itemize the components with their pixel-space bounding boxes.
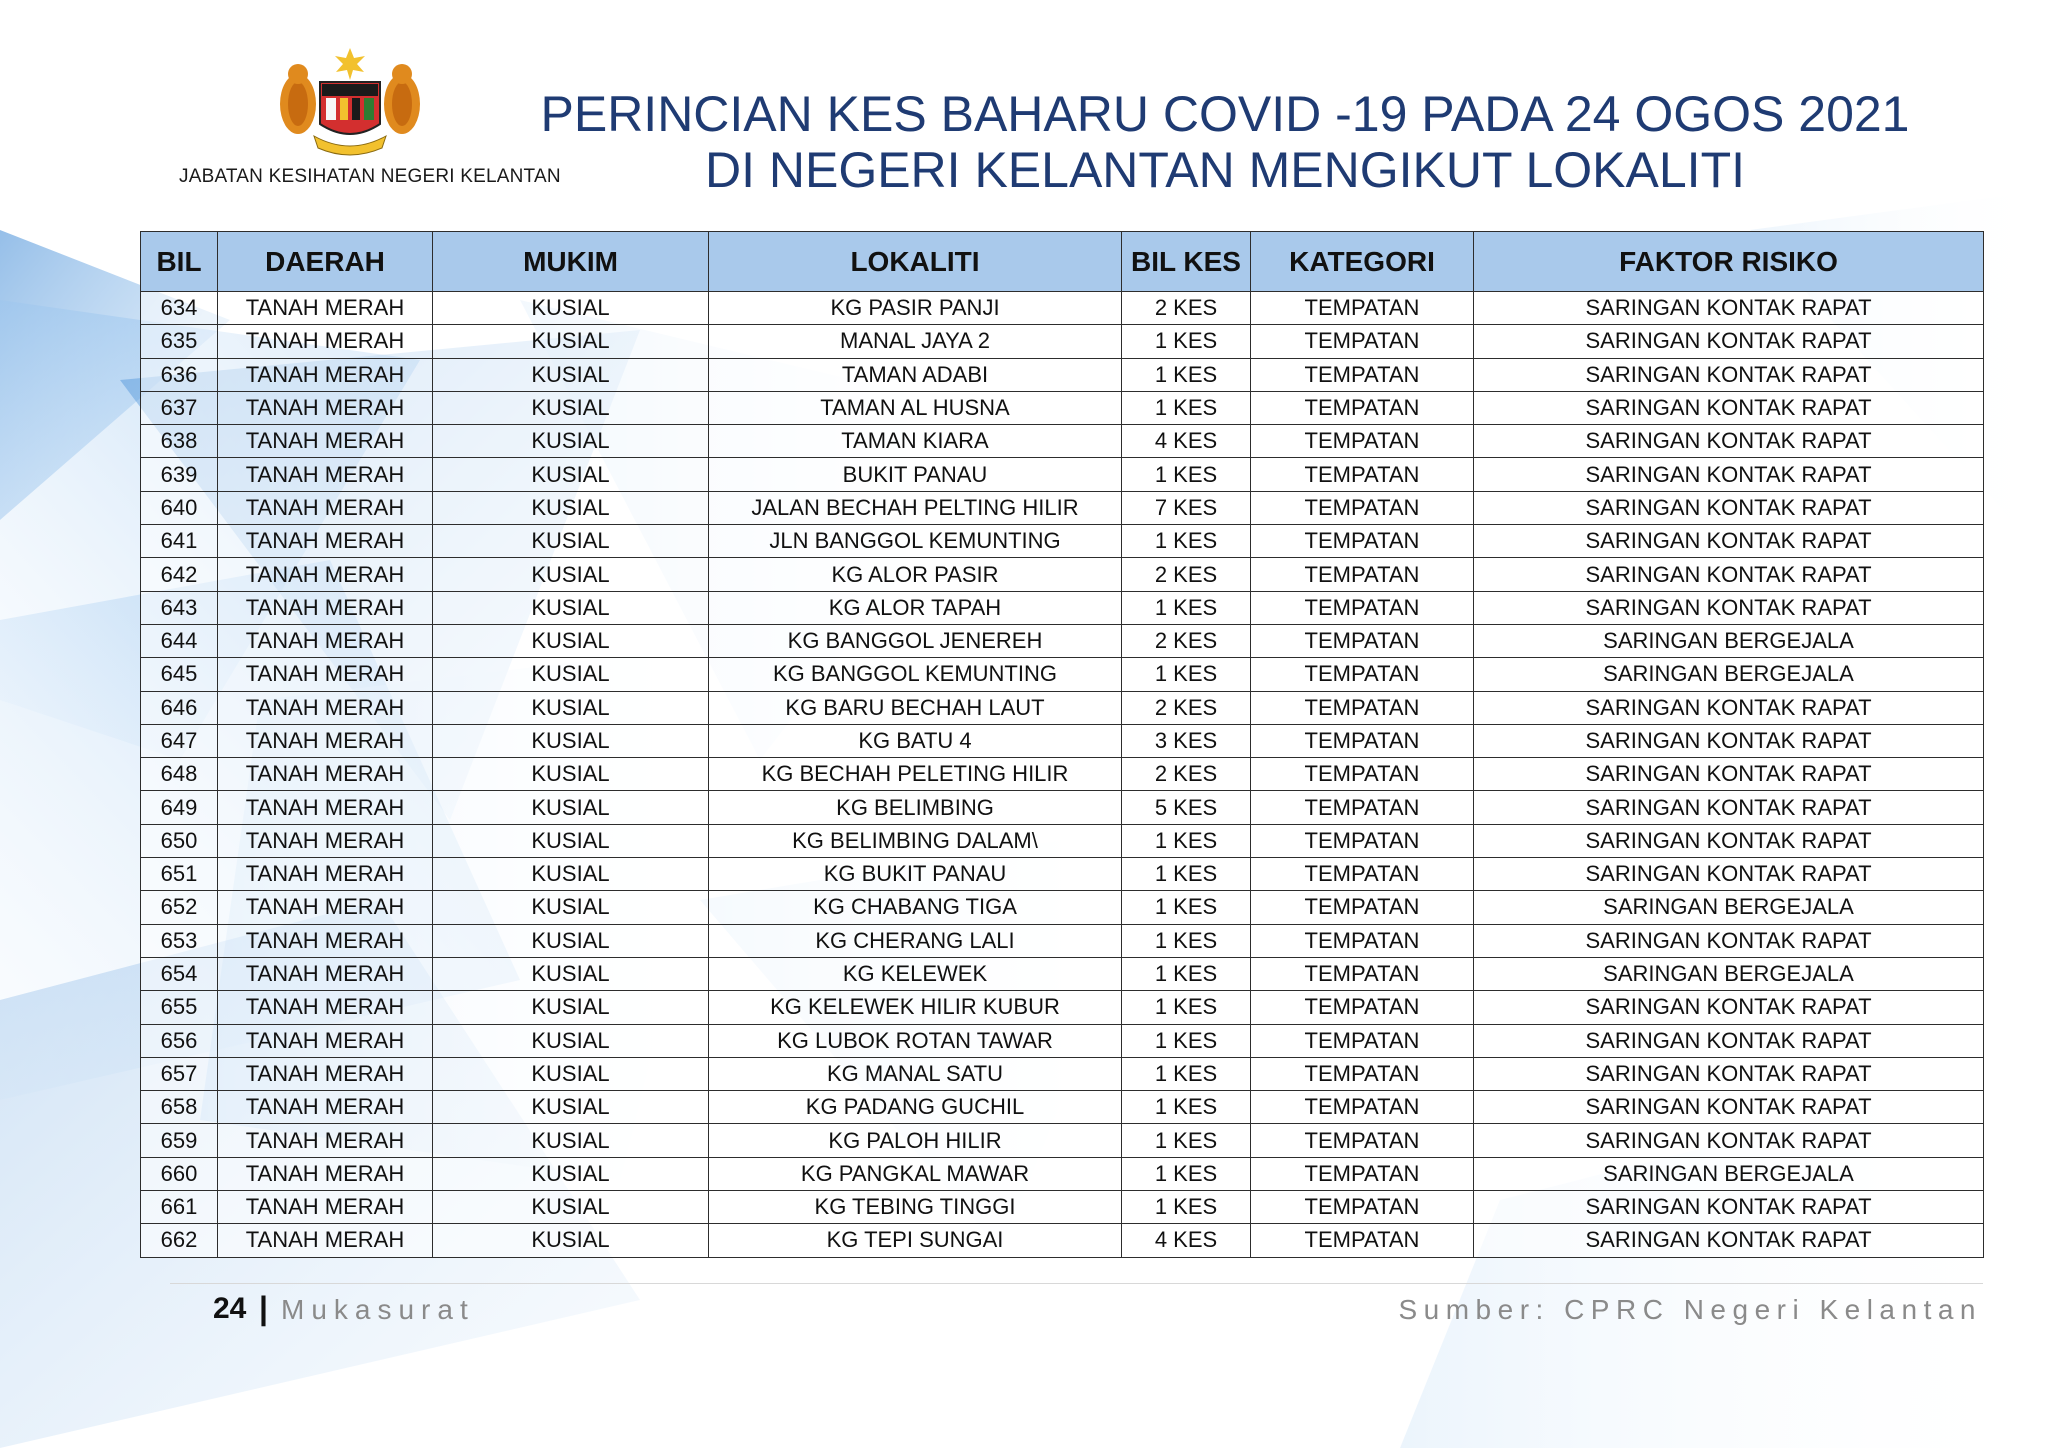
cell-lokaliti: KG LUBOK ROTAN TAWAR [709, 1024, 1122, 1057]
cell-mukim: KUSIAL [433, 724, 709, 757]
footer-divider [170, 1283, 1983, 1284]
cell-bil-kes: 1 KES [1122, 458, 1251, 491]
cell-kategori: TEMPATAN [1251, 558, 1474, 591]
cell-bil: 657 [141, 1057, 218, 1090]
page-number: 24 [213, 1292, 247, 1325]
cell-bil-kes: 1 KES [1122, 1124, 1251, 1157]
table-row [141, 558, 1984, 591]
column-header-lokaliti: LOKALITI [709, 232, 1122, 292]
cell-faktor-risiko: SARINGAN KONTAK RAPAT [1474, 991, 1984, 1024]
cell-bil-kes: 1 KES [1122, 1057, 1251, 1090]
cell-bil-kes: 1 KES [1122, 325, 1251, 358]
cell-daerah: TANAH MERAH [218, 1057, 433, 1090]
cell-mukim: KUSIAL [433, 991, 709, 1024]
cell-daerah: TANAH MERAH [218, 957, 433, 990]
cell-faktor-risiko: SARINGAN KONTAK RAPAT [1474, 1191, 1984, 1224]
cell-kategori: TEMPATAN [1251, 1091, 1474, 1124]
cell-lokaliti: TAMAN KIARA [709, 425, 1122, 458]
cell-kategori: TEMPATAN [1251, 1157, 1474, 1190]
cell-lokaliti: KG TEPI SUNGAI [709, 1224, 1122, 1257]
cell-lokaliti: BUKIT PANAU [709, 458, 1122, 491]
cell-bil: 647 [141, 724, 218, 757]
cell-kategori: TEMPATAN [1251, 824, 1474, 857]
cell-faktor-risiko: SARINGAN KONTAK RAPAT [1474, 525, 1984, 558]
cell-daerah: TANAH MERAH [218, 358, 433, 391]
cell-lokaliti: KG ALOR PASIR [709, 558, 1122, 591]
cell-mukim: KUSIAL [433, 491, 709, 524]
cell-mukim: KUSIAL [433, 658, 709, 691]
cell-bil-kes: 1 KES [1122, 924, 1251, 957]
table-row [141, 858, 1984, 891]
cell-bil-kes: 1 KES [1122, 358, 1251, 391]
cell-lokaliti: KG BELIMBING DALAM\ [709, 824, 1122, 857]
table-row [141, 724, 1984, 757]
cell-faktor-risiko: SARINGAN KONTAK RAPAT [1474, 558, 1984, 591]
cell-kategori: TEMPATAN [1251, 891, 1474, 924]
cell-lokaliti: TAMAN AL HUSNA [709, 391, 1122, 424]
cell-bil: 652 [141, 891, 218, 924]
cell-kategori: TEMPATAN [1251, 358, 1474, 391]
cell-daerah: TANAH MERAH [218, 791, 433, 824]
cell-faktor-risiko: SARINGAN BERGEJALA [1474, 891, 1984, 924]
cell-lokaliti: KG BUKIT PANAU [709, 858, 1122, 891]
cell-daerah: TANAH MERAH [218, 858, 433, 891]
table-row [141, 1057, 1984, 1090]
cell-kategori: TEMPATAN [1251, 1124, 1474, 1157]
table-row [141, 824, 1984, 857]
cell-mukim: KUSIAL [433, 358, 709, 391]
table-row [141, 1157, 1984, 1190]
cell-mukim: KUSIAL [433, 325, 709, 358]
cell-mukim: KUSIAL [433, 458, 709, 491]
cell-daerah: TANAH MERAH [218, 724, 433, 757]
table-body [141, 292, 1984, 1258]
title-line-1: PERINCIAN KES BAHARU COVID -19 PADA 24 OGOS 2021 [540, 86, 1910, 142]
cell-faktor-risiko: SARINGAN KONTAK RAPAT [1474, 858, 1984, 891]
cell-daerah: TANAH MERAH [218, 391, 433, 424]
cell-kategori: TEMPATAN [1251, 991, 1474, 1024]
cell-mukim: KUSIAL [433, 1057, 709, 1090]
cell-kategori: TEMPATAN [1251, 591, 1474, 624]
cell-faktor-risiko: SARINGAN KONTAK RAPAT [1474, 1057, 1984, 1090]
column-header-bil: BIL [141, 232, 218, 292]
cell-daerah: TANAH MERAH [218, 658, 433, 691]
cell-mukim: KUSIAL [433, 858, 709, 891]
cell-lokaliti: KG BECHAH PELETING HILIR [709, 758, 1122, 791]
cell-bil: 659 [141, 1124, 218, 1157]
cell-bil-kes: 1 KES [1122, 858, 1251, 891]
cell-kategori: TEMPATAN [1251, 1224, 1474, 1257]
cell-daerah: TANAH MERAH [218, 425, 433, 458]
cell-bil: 637 [141, 391, 218, 424]
cell-daerah: TANAH MERAH [218, 924, 433, 957]
cell-faktor-risiko: SARINGAN KONTAK RAPAT [1474, 1124, 1984, 1157]
cell-lokaliti: KG PASIR PANJI [709, 292, 1122, 325]
cell-mukim: KUSIAL [433, 791, 709, 824]
cell-faktor-risiko: SARINGAN KONTAK RAPAT [1474, 458, 1984, 491]
cell-kategori: TEMPATAN [1251, 858, 1474, 891]
cell-faktor-risiko: SARINGAN KONTAK RAPAT [1474, 1224, 1984, 1257]
cell-kategori: TEMPATAN [1251, 525, 1474, 558]
cell-daerah: TANAH MERAH [218, 1191, 433, 1224]
cell-daerah: TANAH MERAH [218, 491, 433, 524]
cell-kategori: TEMPATAN [1251, 624, 1474, 657]
cell-daerah: TANAH MERAH [218, 991, 433, 1024]
cell-kategori: TEMPATAN [1251, 957, 1474, 990]
cell-bil: 634 [141, 292, 218, 325]
cell-faktor-risiko: SARINGAN BERGEJALA [1474, 658, 1984, 691]
cell-mukim: KUSIAL [433, 391, 709, 424]
cell-mukim: KUSIAL [433, 1091, 709, 1124]
cell-lokaliti: JALAN BECHAH PELTING HILIR [709, 491, 1122, 524]
cell-faktor-risiko: SARINGAN BERGEJALA [1474, 957, 1984, 990]
table-row [141, 891, 1984, 924]
table-row [141, 758, 1984, 791]
cell-bil-kes: 5 KES [1122, 791, 1251, 824]
cell-mukim: KUSIAL [433, 824, 709, 857]
table-row [141, 624, 1984, 657]
cell-mukim: KUSIAL [433, 691, 709, 724]
table-row [141, 458, 1984, 491]
cell-faktor-risiko: SARINGAN KONTAK RAPAT [1474, 1091, 1984, 1124]
cell-lokaliti: TAMAN ADABI [709, 358, 1122, 391]
cell-bil: 636 [141, 358, 218, 391]
page-separator: | [259, 1290, 268, 1326]
table-row [141, 991, 1984, 1024]
cell-bil-kes: 1 KES [1122, 891, 1251, 924]
cell-mukim: KUSIAL [433, 292, 709, 325]
cell-kategori: TEMPATAN [1251, 758, 1474, 791]
cell-bil-kes: 2 KES [1122, 758, 1251, 791]
cell-daerah: TANAH MERAH [218, 691, 433, 724]
cell-mukim: KUSIAL [433, 1157, 709, 1190]
cell-bil: 649 [141, 791, 218, 824]
cell-bil-kes: 1 KES [1122, 1091, 1251, 1124]
cell-bil: 644 [141, 624, 218, 657]
cell-lokaliti: KG BARU BECHAH LAUT [709, 691, 1122, 724]
cell-kategori: TEMPATAN [1251, 1024, 1474, 1057]
column-header-kategori: KATEGORI [1251, 232, 1474, 292]
table-row [141, 924, 1984, 957]
cell-bil: 635 [141, 325, 218, 358]
cell-mukim: KUSIAL [433, 591, 709, 624]
cell-bil: 662 [141, 1224, 218, 1257]
cell-faktor-risiko: SARINGAN KONTAK RAPAT [1474, 491, 1984, 524]
page-label: Mukasurat [281, 1294, 475, 1325]
cell-lokaliti: KG MANAL SATU [709, 1057, 1122, 1090]
cell-daerah: TANAH MERAH [218, 458, 433, 491]
cell-bil-kes: 1 KES [1122, 658, 1251, 691]
cell-daerah: TANAH MERAH [218, 1091, 433, 1124]
cell-lokaliti: KG BELIMBING [709, 791, 1122, 824]
cell-mukim: KUSIAL [433, 758, 709, 791]
cell-lokaliti: KG ALOR TAPAH [709, 591, 1122, 624]
cell-faktor-risiko: SARINGAN BERGEJALA [1474, 1157, 1984, 1190]
table-row [141, 391, 1984, 424]
cell-bil-kes: 1 KES [1122, 591, 1251, 624]
cell-kategori: TEMPATAN [1251, 425, 1474, 458]
cell-bil-kes: 1 KES [1122, 991, 1251, 1024]
cell-lokaliti: KG KELEWEK [709, 957, 1122, 990]
cell-mukim: KUSIAL [433, 558, 709, 591]
cell-lokaliti: KG KELEWEK HILIR KUBUR [709, 991, 1122, 1024]
cell-lokaliti: KG BATU 4 [709, 724, 1122, 757]
cell-faktor-risiko: SARINGAN KONTAK RAPAT [1474, 425, 1984, 458]
cell-bil: 653 [141, 924, 218, 957]
table-row [141, 791, 1984, 824]
cell-bil: 655 [141, 991, 218, 1024]
cell-bil: 654 [141, 957, 218, 990]
cell-kategori: TEMPATAN [1251, 724, 1474, 757]
cell-lokaliti: MANAL JAYA 2 [709, 325, 1122, 358]
cell-bil: 651 [141, 858, 218, 891]
cell-bil: 642 [141, 558, 218, 591]
table-row [141, 1091, 1984, 1124]
cell-faktor-risiko: SARINGAN KONTAK RAPAT [1474, 924, 1984, 957]
table-row [141, 691, 1984, 724]
cell-lokaliti: KG BANGGOL JENEREH [709, 624, 1122, 657]
cell-mukim: KUSIAL [433, 425, 709, 458]
cell-faktor-risiko: SARINGAN KONTAK RAPAT [1474, 591, 1984, 624]
cell-bil: 648 [141, 758, 218, 791]
table-row [141, 1191, 1984, 1224]
cell-mukim: KUSIAL [433, 624, 709, 657]
table-row [141, 325, 1984, 358]
source-note: Sumber: CPRC Negeri Kelantan [1398, 1294, 1982, 1325]
cell-bil-kes: 2 KES [1122, 691, 1251, 724]
table-header-row [141, 232, 1984, 292]
table-row [141, 591, 1984, 624]
cell-bil: 658 [141, 1091, 218, 1124]
cell-lokaliti: KG PANGKAL MAWAR [709, 1157, 1122, 1190]
cell-kategori: TEMPATAN [1251, 1191, 1474, 1224]
cell-faktor-risiko: SARINGAN KONTAK RAPAT [1474, 824, 1984, 857]
table-row [141, 292, 1984, 325]
cell-lokaliti: JLN BANGGOL KEMUNTING [709, 525, 1122, 558]
cell-kategori: TEMPATAN [1251, 391, 1474, 424]
cell-daerah: TANAH MERAH [218, 1224, 433, 1257]
cell-daerah: TANAH MERAH [218, 1024, 433, 1057]
table-row [141, 957, 1984, 990]
cell-kategori: TEMPATAN [1251, 791, 1474, 824]
cell-kategori: TEMPATAN [1251, 491, 1474, 524]
column-header-daerah: DAERAH [218, 232, 433, 292]
cell-kategori: TEMPATAN [1251, 325, 1474, 358]
cell-faktor-risiko: SARINGAN KONTAK RAPAT [1474, 358, 1984, 391]
cell-bil: 643 [141, 591, 218, 624]
coat-of-arms-logo [270, 44, 430, 162]
cell-faktor-risiko: SARINGAN KONTAK RAPAT [1474, 1024, 1984, 1057]
cell-faktor-risiko: SARINGAN KONTAK RAPAT [1474, 724, 1984, 757]
cell-bil: 646 [141, 691, 218, 724]
cell-bil-kes: 1 KES [1122, 391, 1251, 424]
cell-faktor-risiko: SARINGAN KONTAK RAPAT [1474, 292, 1984, 325]
cell-lokaliti: KG TEBING TINGGI [709, 1191, 1122, 1224]
column-header-bil-kes: BIL KES [1122, 232, 1251, 292]
cell-daerah: TANAH MERAH [218, 525, 433, 558]
cell-mukim: KUSIAL [433, 891, 709, 924]
table-row [141, 425, 1984, 458]
cell-lokaliti: KG CHABANG TIGA [709, 891, 1122, 924]
cell-bil-kes: 1 KES [1122, 525, 1251, 558]
title-line-2: DI NEGERI KELANTAN MENGIKUT LOKALITI [704, 142, 1746, 198]
cell-daerah: TANAH MERAH [218, 624, 433, 657]
department-name: JABATAN KESIHATAN NEGERI KELANTAN [179, 166, 561, 187]
cell-faktor-risiko: SARINGAN BERGEJALA [1474, 624, 1984, 657]
cell-bil-kes: 2 KES [1122, 292, 1251, 325]
cell-mukim: KUSIAL [433, 525, 709, 558]
cell-kategori: TEMPATAN [1251, 658, 1474, 691]
cell-bil-kes: 4 KES [1122, 1224, 1251, 1257]
cell-faktor-risiko: SARINGAN KONTAK RAPAT [1474, 391, 1984, 424]
cell-bil-kes: 2 KES [1122, 624, 1251, 657]
cell-mukim: KUSIAL [433, 957, 709, 990]
table-row [141, 658, 1984, 691]
cell-bil: 639 [141, 458, 218, 491]
cell-lokaliti: KG PADANG GUCHIL [709, 1091, 1122, 1124]
cell-daerah: TANAH MERAH [218, 591, 433, 624]
cell-faktor-risiko: SARINGAN KONTAK RAPAT [1474, 325, 1984, 358]
cell-daerah: TANAH MERAH [218, 292, 433, 325]
cell-daerah: TANAH MERAH [218, 558, 433, 591]
cell-bil: 641 [141, 525, 218, 558]
cell-mukim: KUSIAL [433, 1224, 709, 1257]
cell-kategori: TEMPATAN [1251, 924, 1474, 957]
cell-bil: 638 [141, 425, 218, 458]
cell-mukim: KUSIAL [433, 1124, 709, 1157]
cell-faktor-risiko: SARINGAN KONTAK RAPAT [1474, 691, 1984, 724]
cell-kategori: TEMPATAN [1251, 458, 1474, 491]
table-row [141, 358, 1984, 391]
cell-bil-kes: 1 KES [1122, 824, 1251, 857]
cell-mukim: KUSIAL [433, 924, 709, 957]
cell-lokaliti: KG PALOH HILIR [709, 1124, 1122, 1157]
cell-bil-kes: 4 KES [1122, 425, 1251, 458]
cell-bil: 645 [141, 658, 218, 691]
cell-mukim: KUSIAL [433, 1191, 709, 1224]
cell-bil: 640 [141, 491, 218, 524]
cell-bil: 660 [141, 1157, 218, 1190]
cell-bil-kes: 1 KES [1122, 1191, 1251, 1224]
table-row [141, 525, 1984, 558]
table-row [141, 1124, 1984, 1157]
cell-faktor-risiko: SARINGAN KONTAK RAPAT [1474, 791, 1984, 824]
cell-lokaliti: KG BANGGOL KEMUNTING [709, 658, 1122, 691]
cell-faktor-risiko: SARINGAN KONTAK RAPAT [1474, 758, 1984, 791]
cell-kategori: TEMPATAN [1251, 292, 1474, 325]
cell-bil-kes: 1 KES [1122, 957, 1251, 990]
page-title [500, 86, 1950, 198]
cases-table [140, 231, 1984, 1258]
cell-daerah: TANAH MERAH [218, 1157, 433, 1190]
cell-daerah: TANAH MERAH [218, 1124, 433, 1157]
cell-daerah: TANAH MERAH [218, 824, 433, 857]
cell-bil-kes: 3 KES [1122, 724, 1251, 757]
cell-bil: 650 [141, 824, 218, 857]
table-row [141, 491, 1984, 524]
cell-bil-kes: 1 KES [1122, 1157, 1251, 1190]
cell-mukim: KUSIAL [433, 1024, 709, 1057]
column-header-faktor-risiko: FAKTOR RISIKO [1474, 232, 1984, 292]
cell-bil: 661 [141, 1191, 218, 1224]
cell-bil-kes: 7 KES [1122, 491, 1251, 524]
cell-daerah: TANAH MERAH [218, 891, 433, 924]
table-row [141, 1024, 1984, 1057]
cell-kategori: TEMPATAN [1251, 691, 1474, 724]
cell-daerah: TANAH MERAH [218, 325, 433, 358]
cell-bil-kes: 1 KES [1122, 1024, 1251, 1057]
cell-kategori: TEMPATAN [1251, 1057, 1474, 1090]
table-row [141, 1224, 1984, 1257]
cell-bil-kes: 2 KES [1122, 558, 1251, 591]
column-header-mukim: MUKIM [433, 232, 709, 292]
cell-daerah: TANAH MERAH [218, 758, 433, 791]
cell-bil: 656 [141, 1024, 218, 1057]
cell-lokaliti: KG CHERANG LALI [709, 924, 1122, 957]
